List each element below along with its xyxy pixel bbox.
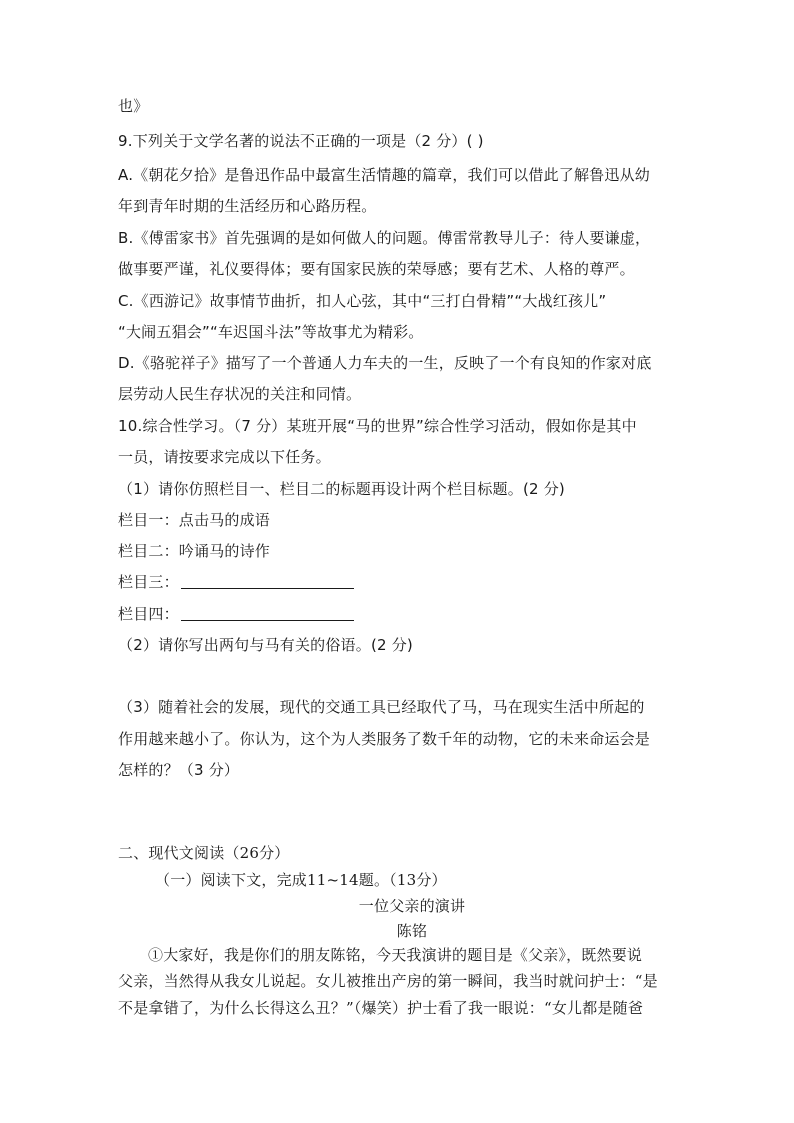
question-9-option-d-line-1: D.《骆驼祥子》描写了一个普通人力车夫的一生，反映了一个有良知的作家对底 bbox=[118, 354, 652, 372]
question-9-option-c-line-1: C.《西游记》故事情节曲折，扣人心弦，其中“三打白骨精”“大战红孩儿” bbox=[118, 292, 607, 310]
question-10-subquestion-3-line-2: 作用越来越小了。你认为，这个为人类服务了数千年的动物，它的未来命运会是 bbox=[118, 730, 651, 748]
section-2-heading: 二、现代文阅读（26分） bbox=[118, 844, 290, 862]
question-10-subquestion-3-line-3: 怎样的？（3 分） bbox=[118, 761, 240, 779]
question-10-subquestion-1: （1）请你仿照栏目一、栏目二的标题再设计两个栏目标题。(2 分) bbox=[118, 480, 565, 498]
column-1-title: 栏目一：点击马的成语 bbox=[118, 511, 271, 529]
question-9-option-b-line-2: 做事要严谨，礼仪要得体；要有国家民族的荣辱感；要有艺术、人格的尊严。 bbox=[118, 260, 635, 278]
question-9-option-b-line-1: B.《傅雷家书》首先强调的是如何做人的问题。傅雷常教导儿子：待人要谦虚， bbox=[118, 229, 651, 247]
part-1-instruction: （一）阅读下文，完成11~14题。（13分） bbox=[155, 871, 447, 889]
question-9-option-a-line-1: A.《朝花夕拾》是鲁迅作品中最富生活情趣的篇章，我们可以借此了解鲁迅从幼 bbox=[118, 166, 650, 184]
question-10-stem-line-2: 一员，请按要求完成以下任务。 bbox=[118, 448, 331, 466]
column-3-row bbox=[118, 572, 354, 592]
column-3-answer-blank[interactable] bbox=[181, 574, 354, 589]
paragraph-1-line-1: ①大家好，我是你们的朋友陈铭，今天我演讲的题目是《父亲》，既然要说 bbox=[148, 946, 643, 964]
column-4-answer-blank[interactable] bbox=[181, 606, 354, 621]
column-2-title: 栏目二：吟诵马的诗作 bbox=[118, 542, 271, 560]
intro-line: 也》 bbox=[118, 97, 149, 115]
column-3-label: 栏目三： bbox=[118, 573, 179, 591]
question-9-option-c-line-2: “大闹五猖会”“车迟国斗法”等故事尤为精彩。 bbox=[118, 323, 424, 341]
column-4-label: 栏目四： bbox=[118, 605, 179, 623]
column-4-row bbox=[118, 604, 354, 624]
question-9-option-d-line-2: 层劳动人民生存状况的关注和同情。 bbox=[118, 385, 362, 403]
question-10-subquestion-2: （2）请你写出两句与马有关的俗语。(2 分) bbox=[118, 636, 413, 654]
question-10-subquestion-3-line-1: （3）随着社会的发展，现代的交通工具已经取代了马，马在现实生活中所起的 bbox=[118, 698, 645, 716]
question-9-option-a-line-2: 年到青年时期的生活经历和心路历程。 bbox=[118, 197, 377, 215]
question-9-stem: 9.下列关于文学名著的说法不正确的一项是（2 分）( ) bbox=[118, 132, 484, 150]
paragraph-1-line-3: 不是拿错了，为什么长得这么丑？”（爆笑）护士看了我一眼说：“女儿都是随爸 bbox=[118, 999, 644, 1017]
paragraph-1-line-2: 父亲，当然得从我女儿说起。女儿被推出产房的第一瞬间，我当时就问护士：“是 bbox=[118, 972, 658, 990]
article-title: 一位父亲的演讲 bbox=[358, 897, 466, 915]
article-author: 陈铭 bbox=[396, 922, 428, 940]
question-10-stem-line-1: 10.综合性学习。（7 分）某班开展“马的世界”综合性学习活动，假如你是其中 bbox=[118, 417, 637, 435]
